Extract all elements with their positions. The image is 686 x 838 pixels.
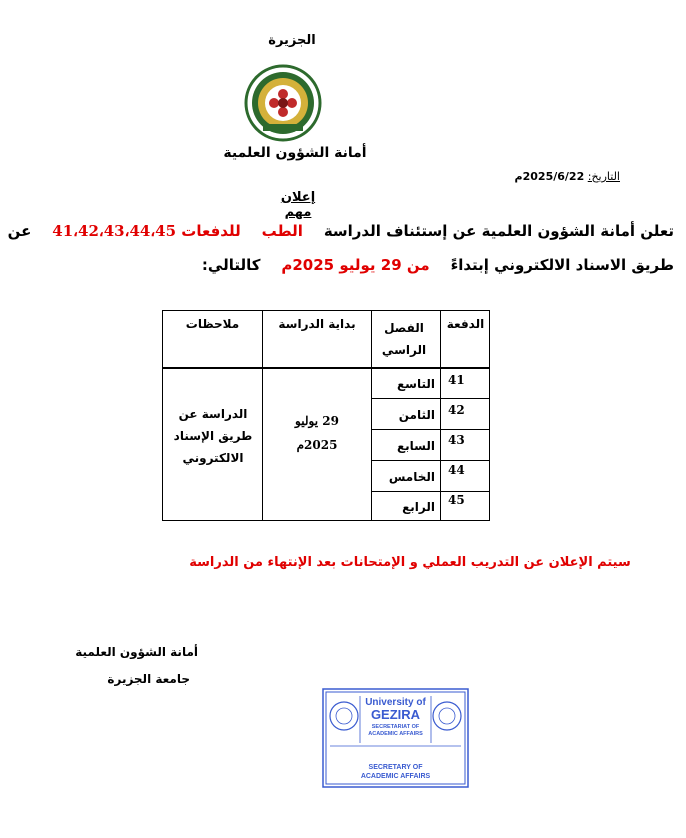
start-date-cell [263, 409, 371, 457]
start-date-highlight: من 29 يوليو 2025م [281, 256, 430, 274]
stamp-line6: ACADEMIC AFFAIRS [360, 773, 431, 780]
notice-line1-end: عن [7, 222, 32, 240]
table-header-divider [163, 367, 489, 369]
batches-list: 41،42،43،44،45 [52, 222, 177, 240]
start-date-line2: 2025م [296, 438, 338, 452]
notes-line3: الالكتروني [182, 451, 244, 465]
department-name: أمانة الشؤون العلمية [223, 145, 367, 161]
university-stamp [322, 688, 469, 788]
notice-line-2 [201, 256, 674, 274]
stamp-line5: SECRETARY OF [368, 764, 423, 771]
notes-line2: طريق الإسناد [173, 429, 253, 443]
header-batch: الدفعة [446, 317, 485, 331]
date-row [480, 170, 620, 183]
row-3-batch: 43 [448, 433, 465, 447]
university-logo [244, 64, 322, 142]
footer-note: سيتم الإعلان عن التدريب العملي و الإمتحانات بعد الإنتهاء من الدراسة [189, 555, 631, 570]
stamp-line2: GEZIRA [370, 707, 421, 722]
header-notes: ملاحظات [185, 317, 240, 331]
signature-department: أمانة الشؤون العلمية [75, 645, 198, 659]
table-divider [440, 311, 441, 520]
date-label: التاريخ: [587, 170, 620, 183]
stamp-line3: SECRETARIAT OF [371, 724, 420, 730]
row-2-semester: الثامن [398, 408, 435, 422]
row-5-semester: الرابع [402, 500, 435, 514]
notes-cell [165, 403, 261, 469]
notice-line2-text: طريق الاسناد الالكتروني إبتداءً [450, 256, 674, 274]
date-value: 2025/6/22م [514, 170, 585, 183]
row-1-semester: التاسع [396, 377, 435, 391]
notes-line1: الدراسة عن [178, 407, 248, 421]
table-row-divider [371, 491, 489, 492]
table-row-divider [371, 429, 489, 430]
row-2-batch: 42 [448, 403, 465, 417]
header-start: بداية الدراسة [278, 317, 356, 331]
row-4-semester: الخامس [388, 470, 435, 484]
notice-title: إعلان مهم [280, 190, 316, 220]
schedule-table [162, 310, 490, 521]
table-row-divider [371, 398, 489, 399]
row-3-semester: السابع [396, 439, 435, 453]
notice-line1-text: تعلن أمانة الشؤون العلمية عن إستئناف الدراسة [323, 222, 674, 240]
stamp-line1: University of [365, 697, 426, 708]
start-date-line1: 29 يوليو [295, 414, 339, 428]
stamp-line4: ACADEMIC AFFAIRS [368, 731, 423, 737]
signature-university: جامعة الجزيرة [107, 672, 190, 686]
row-5-batch: 45 [448, 493, 465, 507]
row-4-batch: 44 [448, 463, 465, 477]
row-1-batch: 41 [448, 373, 465, 387]
header-semester: الفصل الراسي [381, 321, 427, 357]
table-row-divider [371, 460, 489, 461]
notice-line-1 [7, 222, 674, 240]
batches-label: للدفعات [181, 222, 241, 240]
notice-line2-end: كالتالي: [201, 256, 261, 274]
faculty-name: الطب [261, 222, 303, 240]
university-name: الجزيرة [268, 33, 316, 48]
